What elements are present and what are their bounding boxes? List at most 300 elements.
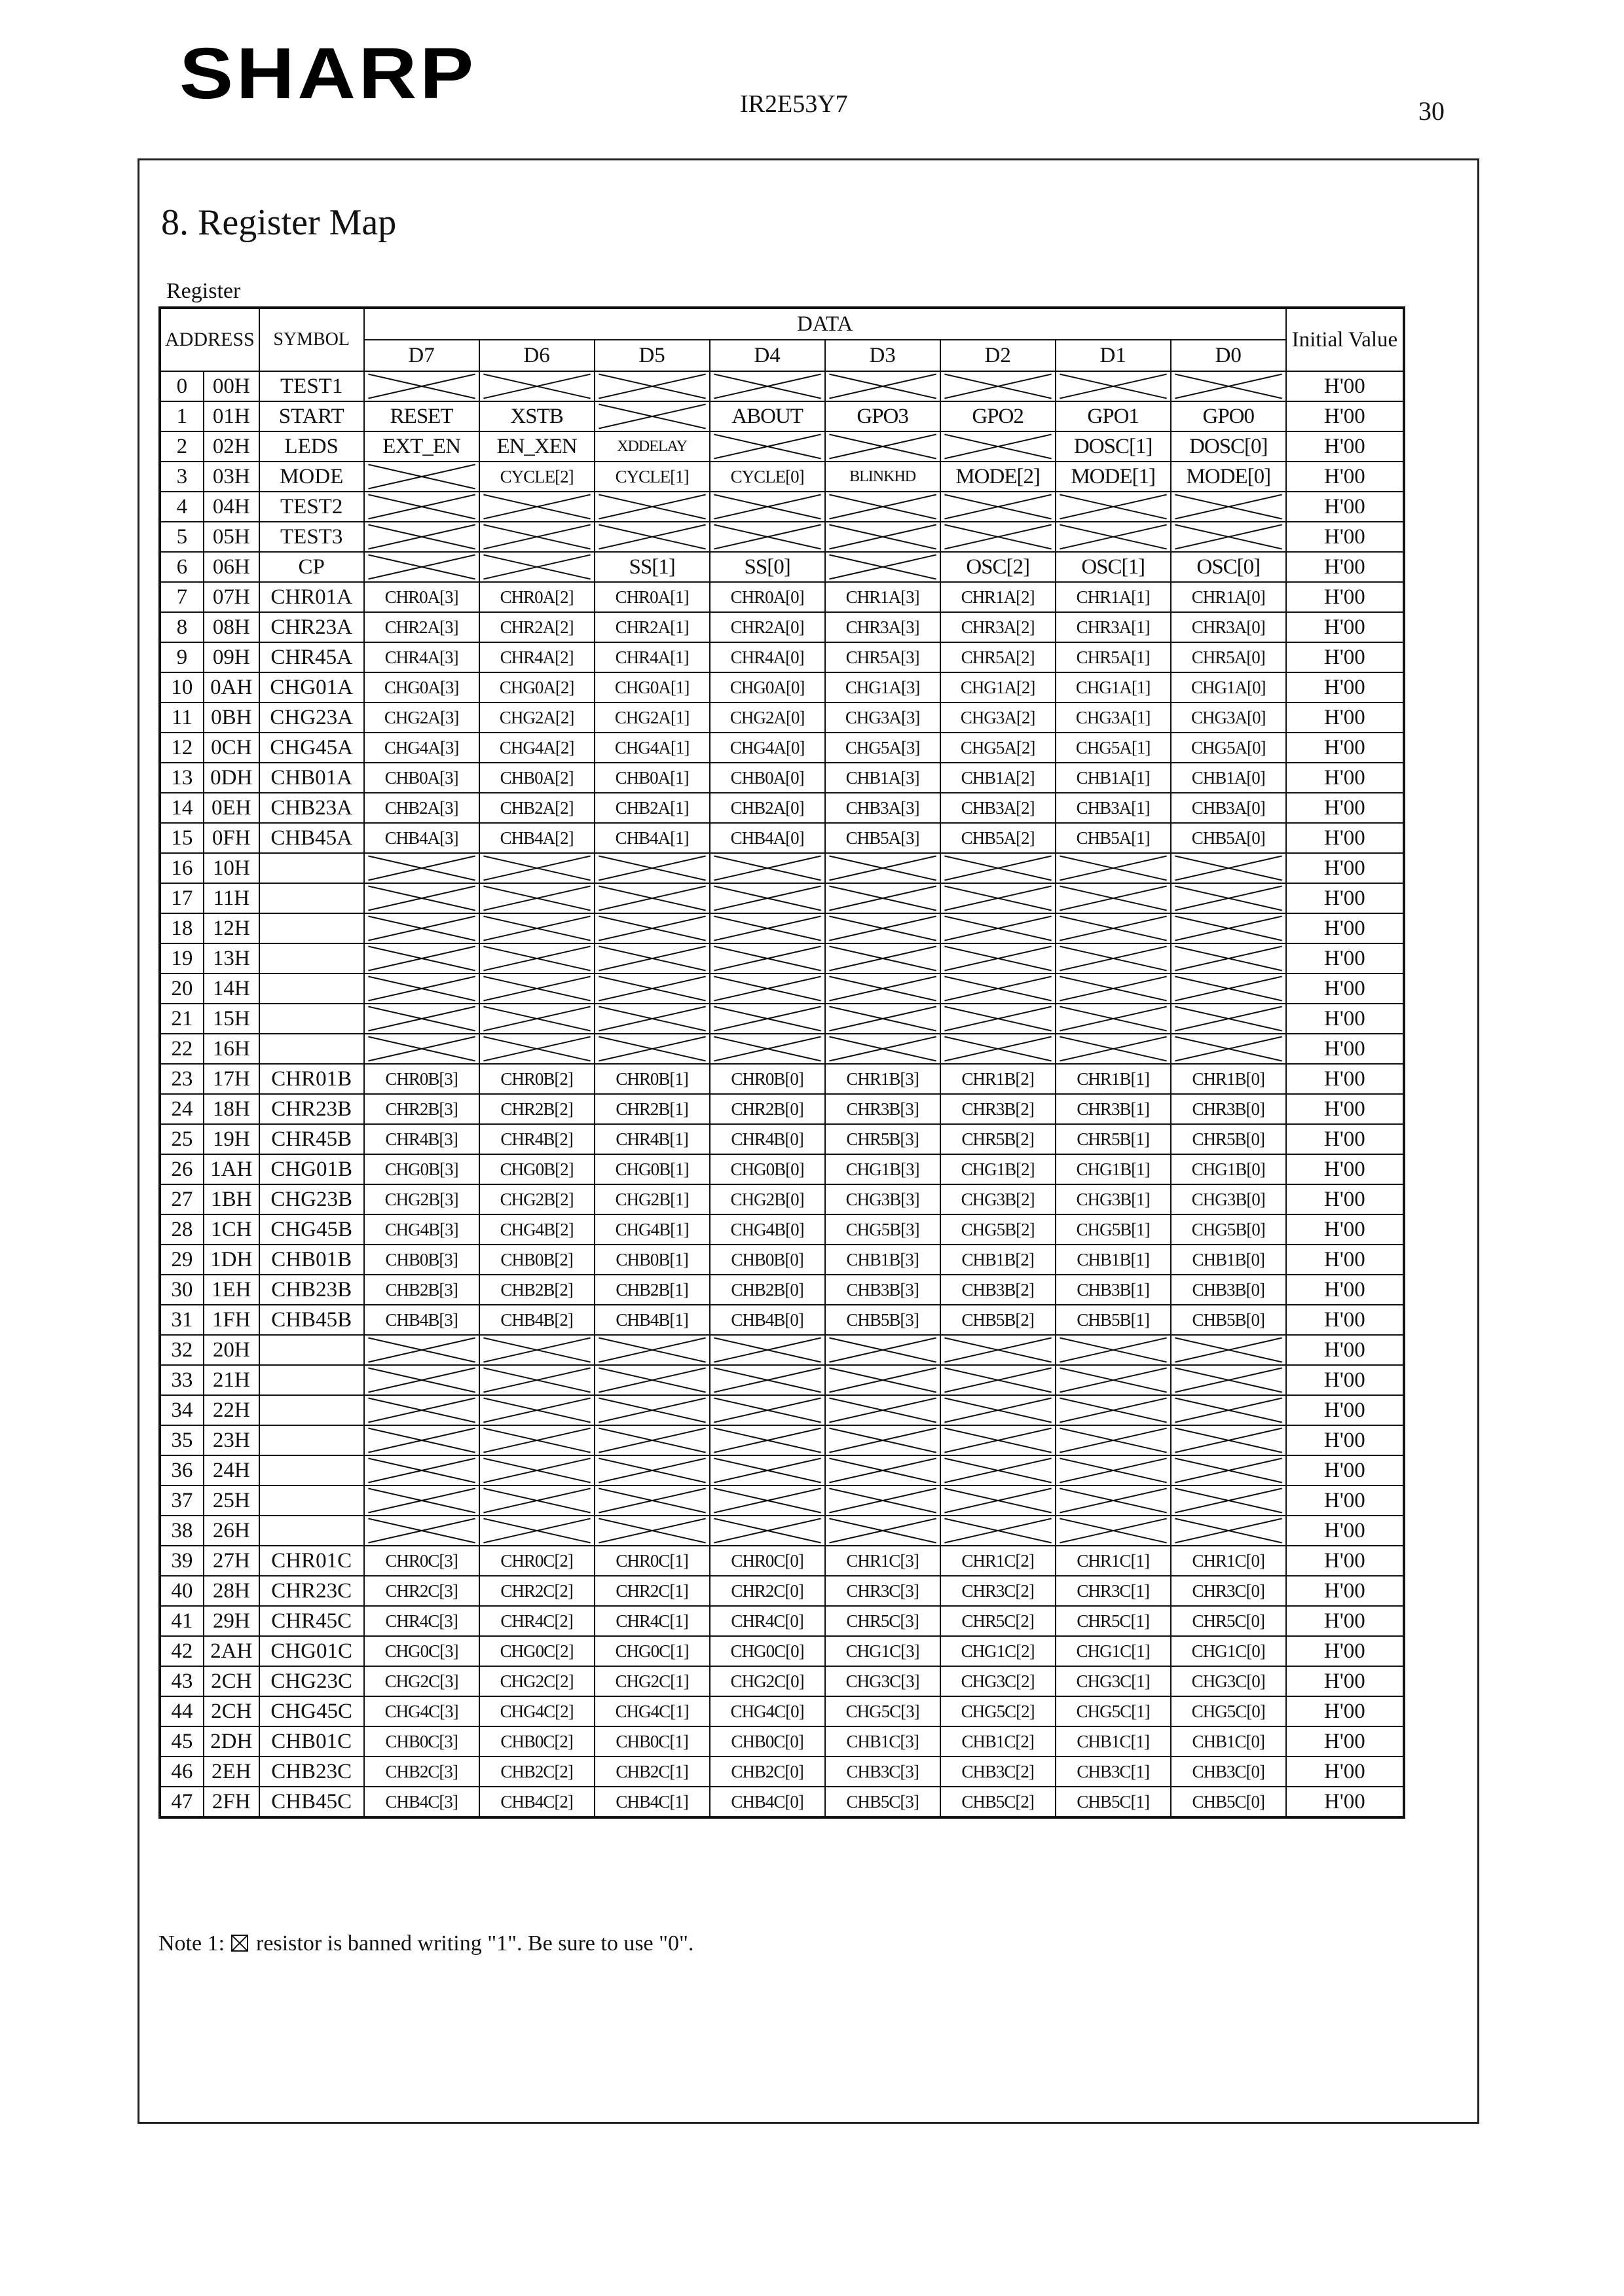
- register-row: [160, 462, 1404, 492]
- reserved-bit-cell: [364, 943, 479, 974]
- reserved-bit-cell: [479, 1485, 595, 1516]
- address-decimal: 17: [160, 883, 204, 913]
- bit-d6: CHG0C[2]: [479, 1636, 595, 1666]
- reserved-bit-cell: [479, 853, 595, 883]
- register-symbol: CHB45A: [259, 823, 364, 853]
- address-hex: 18H: [204, 1094, 259, 1124]
- address-hex: 2CH: [204, 1696, 259, 1726]
- bit-d4: SS[0]: [710, 552, 825, 582]
- bit-d3: CHG5B[3]: [825, 1214, 940, 1245]
- register-symbol: CHG01C: [259, 1636, 364, 1666]
- register-row: [160, 1064, 1404, 1094]
- register-symbol: CP: [259, 552, 364, 582]
- reserved-cross-icon: [942, 493, 1054, 520]
- bit-d0: CHG3B[0]: [1171, 1184, 1286, 1214]
- reserved-cross-icon: [712, 1336, 823, 1364]
- bit-d1: CHG1C[1]: [1056, 1636, 1171, 1666]
- register-symbol: [259, 974, 364, 1004]
- reserved-bit-cell: [710, 431, 825, 462]
- bit-d6: CHB2C[2]: [479, 1757, 595, 1787]
- reserved-cross-icon: [366, 854, 477, 882]
- reserved-bit-cell: [1171, 1335, 1286, 1365]
- register-row: [160, 582, 1404, 612]
- reserved-bit-cell: [825, 492, 940, 522]
- bit-d6: CHR0C[2]: [479, 1546, 595, 1576]
- register-symbol: [259, 1335, 364, 1365]
- reserved-cross-icon: [1058, 975, 1169, 1002]
- reserved-cross-icon: [712, 975, 823, 1002]
- bit-d2: CHB1B[2]: [940, 1245, 1056, 1275]
- bit-d0: CHG3C[0]: [1171, 1666, 1286, 1696]
- register-row: [160, 1184, 1404, 1214]
- register-row: [160, 1696, 1404, 1726]
- address-hex: 16H: [204, 1034, 259, 1064]
- reserved-cross-icon: [942, 433, 1054, 460]
- address-decimal: 1: [160, 401, 204, 431]
- reserved-bit-cell: [479, 1516, 595, 1546]
- bit-d5: CYCLE[1]: [595, 462, 710, 492]
- address-decimal: 3: [160, 462, 204, 492]
- reserved-cross-icon: [597, 884, 708, 912]
- initial-value: H'00: [1286, 371, 1404, 401]
- bit-d6: CHR0B[2]: [479, 1064, 595, 1094]
- bit-d5: CHR2B[1]: [595, 1094, 710, 1124]
- bit-d2: CHB5B[2]: [940, 1305, 1056, 1335]
- reserved-bit-cell: [364, 1395, 479, 1425]
- address-hex: 01H: [204, 401, 259, 431]
- reserved-cross-icon: [597, 1517, 708, 1544]
- reserved-cross-icon: [1058, 1005, 1169, 1032]
- reserved-cross-icon: [481, 1035, 593, 1063]
- bit-d1: CHR5B[1]: [1056, 1124, 1171, 1154]
- reserved-bit-cell: [479, 1335, 595, 1365]
- reserved-bit-cell: [825, 974, 940, 1004]
- address-decimal: 0: [160, 371, 204, 401]
- bit-d2: CHR3A[2]: [940, 612, 1056, 642]
- address-hex: 0AH: [204, 672, 259, 702]
- reserved-cross-icon: [481, 553, 593, 581]
- bit-d4: CHR4A[0]: [710, 642, 825, 672]
- reserved-cross-icon: [827, 1427, 938, 1454]
- reserved-cross-icon: [712, 373, 823, 400]
- reserved-bit-cell: [710, 371, 825, 401]
- address-decimal: 25: [160, 1124, 204, 1154]
- initial-value: H'00: [1286, 1004, 1404, 1034]
- reserved-bit-cell: [825, 913, 940, 943]
- reserved-bit-cell: [940, 1395, 1056, 1425]
- address-hex: 29H: [204, 1606, 259, 1636]
- register-symbol: [259, 1455, 364, 1485]
- initial-value: H'00: [1286, 823, 1404, 853]
- reserved-cross-icon: [366, 1517, 477, 1544]
- address-decimal: 44: [160, 1696, 204, 1726]
- initial-value: H'00: [1286, 883, 1404, 913]
- bit-d7: CHG0B[3]: [364, 1154, 479, 1184]
- reserved-bit-cell: [1056, 883, 1171, 913]
- note-text: resistor is banned writing "1". Be sure to use "0".: [256, 1931, 694, 1956]
- reserved-bit-cell: [940, 371, 1056, 401]
- bit-d3: CHR5B[3]: [825, 1124, 940, 1154]
- register-row: [160, 1305, 1404, 1335]
- bit-d1: CHG5B[1]: [1056, 1214, 1171, 1245]
- reserved-cross-icon: [712, 1517, 823, 1544]
- reserved-bit-cell: [1171, 371, 1286, 401]
- reserved-cross-icon: [1173, 523, 1284, 551]
- reserved-bit-cell: [595, 853, 710, 883]
- reserved-bit-cell: [940, 1034, 1056, 1064]
- bit-d6: CHG0A[2]: [479, 672, 595, 702]
- bit-d3: CHB3A[3]: [825, 793, 940, 823]
- reserved-cross-icon: [481, 1517, 593, 1544]
- bit-d1: CHR1A[1]: [1056, 582, 1171, 612]
- reserved-bit-cell: [1171, 1455, 1286, 1485]
- address-decimal: 35: [160, 1425, 204, 1455]
- address-hex: 10H: [204, 853, 259, 883]
- reserved-bit-cell: [710, 1455, 825, 1485]
- reserved-bit-cell: [595, 943, 710, 974]
- reserved-cross-icon: [1058, 915, 1169, 942]
- bit-d7: CHB4C[3]: [364, 1787, 479, 1817]
- reserved-cross-icon: [366, 884, 477, 912]
- initial-value: H'00: [1286, 1516, 1404, 1546]
- bit-d5: CHG0B[1]: [595, 1154, 710, 1184]
- bit-d7: CHG4A[3]: [364, 733, 479, 763]
- reserved-bit-cell: [595, 1455, 710, 1485]
- bit-d1: CHR3A[1]: [1056, 612, 1171, 642]
- register-row: [160, 552, 1404, 582]
- reserved-bit-cell: [1056, 974, 1171, 1004]
- reserved-cross-icon: [827, 975, 938, 1002]
- reserved-cross-icon: [1173, 945, 1284, 972]
- reserved-bit-cell: [1056, 1395, 1171, 1425]
- reserved-cross-icon: [597, 1035, 708, 1063]
- bit-d1: CHB3A[1]: [1056, 793, 1171, 823]
- bit-d7: RESET: [364, 401, 479, 431]
- initial-value: H'00: [1286, 1666, 1404, 1696]
- reserved-cross-icon: [942, 1427, 1054, 1454]
- register-row: [160, 612, 1404, 642]
- bit-d6: CHG2A[2]: [479, 702, 595, 733]
- register-row: [160, 672, 1404, 702]
- bit-d0: CHG3A[0]: [1171, 702, 1286, 733]
- reserved-cross-icon: [1173, 1336, 1284, 1364]
- register-row: [160, 1275, 1404, 1305]
- reserved-cross-icon: [366, 1487, 477, 1514]
- bit-d1: DOSC[1]: [1056, 431, 1171, 462]
- bit-d7: CHG4B[3]: [364, 1214, 479, 1245]
- address-hex: 0FH: [204, 823, 259, 853]
- bit-d0: DOSC[0]: [1171, 431, 1286, 462]
- register-symbol: LEDS: [259, 431, 364, 462]
- address-decimal: 19: [160, 943, 204, 974]
- reserved-cross-icon: [1058, 1035, 1169, 1063]
- bit-d3: CHR3A[3]: [825, 612, 940, 642]
- reserved-cross-icon: [1173, 975, 1284, 1002]
- bit-d6: CHB4A[2]: [479, 823, 595, 853]
- reserved-bit-cell: [1056, 1034, 1171, 1064]
- header-bit-d2: D2: [940, 340, 1056, 371]
- reserved-bit-cell: [1056, 1516, 1171, 1546]
- address-decimal: 34: [160, 1395, 204, 1425]
- bit-d7: CHB2B[3]: [364, 1275, 479, 1305]
- initial-value: H'00: [1286, 1576, 1404, 1606]
- reserved-cross-icon: [712, 1366, 823, 1394]
- register-row: [160, 401, 1404, 431]
- initial-value: H'00: [1286, 702, 1404, 733]
- address-hex: 24H: [204, 1455, 259, 1485]
- register-row: [160, 1726, 1404, 1757]
- bit-d4: CYCLE[0]: [710, 462, 825, 492]
- reserved-bit-cell: [595, 974, 710, 1004]
- reserved-bit-cell: [825, 1485, 940, 1516]
- reserved-bit-cell: [595, 1004, 710, 1034]
- bit-d6: CHG4B[2]: [479, 1214, 595, 1245]
- reserved-bit-cell: [479, 974, 595, 1004]
- reserved-cross-icon: [366, 915, 477, 942]
- register-symbol: CHB23A: [259, 793, 364, 823]
- reserved-cross-icon: [366, 1035, 477, 1063]
- bit-d4: CHB2B[0]: [710, 1275, 825, 1305]
- reserved-bit-cell: [710, 974, 825, 1004]
- address-hex: 07H: [204, 582, 259, 612]
- reserved-bit-cell: [710, 1516, 825, 1546]
- bit-d4: CHG2A[0]: [710, 702, 825, 733]
- reserved-cross-icon: [366, 1427, 477, 1454]
- reserved-bit-cell: [479, 913, 595, 943]
- bit-d5: CHB4A[1]: [595, 823, 710, 853]
- reserved-cross-icon: [1058, 523, 1169, 551]
- initial-value: H'00: [1286, 1365, 1404, 1395]
- reserved-cross-icon: [712, 915, 823, 942]
- bit-d6: CHR2C[2]: [479, 1576, 595, 1606]
- bit-d1: CHG3C[1]: [1056, 1666, 1171, 1696]
- reserved-bit-cell: [595, 1425, 710, 1455]
- bit-d4: CHG2B[0]: [710, 1184, 825, 1214]
- initial-value: H'00: [1286, 462, 1404, 492]
- address-hex: 2FH: [204, 1787, 259, 1817]
- register-row: [160, 1516, 1404, 1546]
- register-row: [160, 1757, 1404, 1787]
- register-symbol: CHR23C: [259, 1576, 364, 1606]
- reserved-bit-cell: [595, 492, 710, 522]
- bit-d6: CHB0A[2]: [479, 763, 595, 793]
- reserved-bit-cell: [940, 1485, 1056, 1516]
- reserved-cross-icon: [1058, 1396, 1169, 1424]
- bit-d0: CHG1A[0]: [1171, 672, 1286, 702]
- reserved-bit-cell: [364, 462, 479, 492]
- bit-d1: CHG3A[1]: [1056, 702, 1171, 733]
- address-decimal: 36: [160, 1455, 204, 1485]
- reserved-bit-cell: [940, 1335, 1056, 1365]
- bit-d6: CHB4C[2]: [479, 1787, 595, 1817]
- reserved-bit-cell: [479, 943, 595, 974]
- bit-d0: CHR5C[0]: [1171, 1606, 1286, 1636]
- initial-value: H'00: [1286, 522, 1404, 552]
- reserved-cross-icon: [597, 1427, 708, 1454]
- bit-d6: CHB4B[2]: [479, 1305, 595, 1335]
- reserved-cross-icon: [366, 1396, 477, 1424]
- initial-value: H'00: [1286, 552, 1404, 582]
- register-symbol: CHB23C: [259, 1757, 364, 1787]
- address-hex: 17H: [204, 1064, 259, 1094]
- bit-d5: CHR4A[1]: [595, 642, 710, 672]
- header-data: DATA: [364, 308, 1286, 340]
- initial-value: H'00: [1286, 642, 1404, 672]
- register-symbol: CHR23B: [259, 1094, 364, 1124]
- bit-d0: CHG5B[0]: [1171, 1214, 1286, 1245]
- reserved-bit-cell: [940, 913, 1056, 943]
- bit-d6: CHG0B[2]: [479, 1154, 595, 1184]
- header-address: ADDRESS: [160, 308, 259, 371]
- address-hex: 28H: [204, 1576, 259, 1606]
- reserved-bit-cell: [940, 1425, 1056, 1455]
- reserved-cross-icon: [597, 523, 708, 551]
- reserved-cross-icon: [712, 1427, 823, 1454]
- reserved-bit-cell: [364, 974, 479, 1004]
- bit-d5: CHR4B[1]: [595, 1124, 710, 1154]
- reserved-cross-icon: [827, 1336, 938, 1364]
- bit-d1: CHB5B[1]: [1056, 1305, 1171, 1335]
- bit-d4: CHR2B[0]: [710, 1094, 825, 1124]
- initial-value: H'00: [1286, 1425, 1404, 1455]
- address-decimal: 29: [160, 1245, 204, 1275]
- reserved-bit-cell: [364, 883, 479, 913]
- reserved-cross-icon: [366, 1457, 477, 1484]
- address-hex: 06H: [204, 552, 259, 582]
- register-symbol: CHR45B: [259, 1124, 364, 1154]
- reserved-cross-icon: [942, 1517, 1054, 1544]
- register-row: [160, 702, 1404, 733]
- bit-d4: CHG4A[0]: [710, 733, 825, 763]
- bit-d7: CHR4C[3]: [364, 1606, 479, 1636]
- address-hex: 04H: [204, 492, 259, 522]
- bit-d4: CHG4B[0]: [710, 1214, 825, 1245]
- bit-d1: MODE[1]: [1056, 462, 1171, 492]
- reserved-bit-cell: [364, 1516, 479, 1546]
- bit-d5: CHB4C[1]: [595, 1787, 710, 1817]
- reserved-cross-icon: [1058, 1457, 1169, 1484]
- reserved-bit-cell: [710, 943, 825, 974]
- address-hex: 0CH: [204, 733, 259, 763]
- bit-d2: CHR1C[2]: [940, 1546, 1056, 1576]
- reserved-cross-icon: [712, 433, 823, 460]
- reserved-bit-cell: [364, 913, 479, 943]
- reserved-bit-cell: [1171, 492, 1286, 522]
- register-row: [160, 763, 1404, 793]
- reserved-cross-icon: [1173, 1035, 1284, 1063]
- bit-d3: GPO3: [825, 401, 940, 431]
- bit-d1: CHG1B[1]: [1056, 1154, 1171, 1184]
- bit-d5: CHG2A[1]: [595, 702, 710, 733]
- reserved-cross-icon: [712, 854, 823, 882]
- register-symbol: CHB45B: [259, 1305, 364, 1335]
- bit-d0: CHR5A[0]: [1171, 642, 1286, 672]
- bit-d3: CHG1A[3]: [825, 672, 940, 702]
- reserved-cross-icon: [481, 854, 593, 882]
- bit-d3: CHB3C[3]: [825, 1757, 940, 1787]
- reserved-bit-cell: [710, 883, 825, 913]
- bit-d1: CHG5A[1]: [1056, 733, 1171, 763]
- reserved-cross-icon: [481, 1457, 593, 1484]
- reserved-bit-cell: [595, 1516, 710, 1546]
- bit-d4: CHB4C[0]: [710, 1787, 825, 1817]
- register-symbol: CHG23B: [259, 1184, 364, 1214]
- reserved-cross-icon: [1173, 1366, 1284, 1394]
- address-hex: 09H: [204, 642, 259, 672]
- bit-d4: CHR2A[0]: [710, 612, 825, 642]
- initial-value: H'00: [1286, 853, 1404, 883]
- address-hex: 1DH: [204, 1245, 259, 1275]
- bit-d1: CHG5C[1]: [1056, 1696, 1171, 1726]
- bit-d3: CHR1C[3]: [825, 1546, 940, 1576]
- register-row: [160, 1576, 1404, 1606]
- bit-d5: XDDELAY: [595, 431, 710, 462]
- reserved-cross-icon: [597, 1396, 708, 1424]
- reserved-cross-icon: [827, 1457, 938, 1484]
- initial-value: H'00: [1286, 492, 1404, 522]
- register-symbol: START: [259, 401, 364, 431]
- register-symbol: CHG01B: [259, 1154, 364, 1184]
- register-symbol: CHR01A: [259, 582, 364, 612]
- bit-d2: CHR3C[2]: [940, 1576, 1056, 1606]
- bit-d0: CHR3B[0]: [1171, 1094, 1286, 1124]
- register-symbol: [259, 913, 364, 943]
- register-symbol: [259, 1425, 364, 1455]
- reserved-bit-cell: [825, 1034, 940, 1064]
- reserved-bit-cell: [364, 1425, 479, 1455]
- address-decimal: 12: [160, 733, 204, 763]
- address-decimal: 30: [160, 1275, 204, 1305]
- reserved-cross-icon: [597, 1457, 708, 1484]
- reserved-bit-cell: [1171, 1516, 1286, 1546]
- bit-d5: CHR0C[1]: [595, 1546, 710, 1576]
- reserved-bit-cell: [1171, 974, 1286, 1004]
- bit-d6: CHR2A[2]: [479, 612, 595, 642]
- reserved-bit-cell: [825, 552, 940, 582]
- address-decimal: 31: [160, 1305, 204, 1335]
- address-hex: 1CH: [204, 1214, 259, 1245]
- initial-value: H'00: [1286, 1787, 1404, 1817]
- bit-d3: CHG5A[3]: [825, 733, 940, 763]
- reserved-bit-cell: [1171, 1365, 1286, 1395]
- reserved-cross-icon: [942, 1366, 1054, 1394]
- bit-d6: CHB2B[2]: [479, 1275, 595, 1305]
- register-symbol: CHR01C: [259, 1546, 364, 1576]
- bit-d4: CHB4A[0]: [710, 823, 825, 853]
- bit-d3: CHG3A[3]: [825, 702, 940, 733]
- reserved-bit-cell: [825, 522, 940, 552]
- bit-d2: CHB1C[2]: [940, 1726, 1056, 1757]
- bit-d1: CHB5A[1]: [1056, 823, 1171, 853]
- reserved-bit-cell: [479, 1365, 595, 1395]
- register-row: [160, 522, 1404, 552]
- bit-d0: CHR1A[0]: [1171, 582, 1286, 612]
- bit-d7: CHG2A[3]: [364, 702, 479, 733]
- reserved-cross-icon: [1173, 1487, 1284, 1514]
- reserved-cross-icon: [942, 1035, 1054, 1063]
- reserved-cross-icon: [597, 854, 708, 882]
- bit-d4: CHB2C[0]: [710, 1757, 825, 1787]
- reserved-cross-icon: [366, 523, 477, 551]
- bit-d5: CHG2C[1]: [595, 1666, 710, 1696]
- register-row: [160, 823, 1404, 853]
- reserved-cross-icon: [481, 1366, 593, 1394]
- address-hex: 1EH: [204, 1275, 259, 1305]
- section-title: 8. Register Map: [161, 202, 397, 243]
- address-hex: 03H: [204, 462, 259, 492]
- reserved-bit-cell: [595, 883, 710, 913]
- register-symbol: CHR01B: [259, 1064, 364, 1094]
